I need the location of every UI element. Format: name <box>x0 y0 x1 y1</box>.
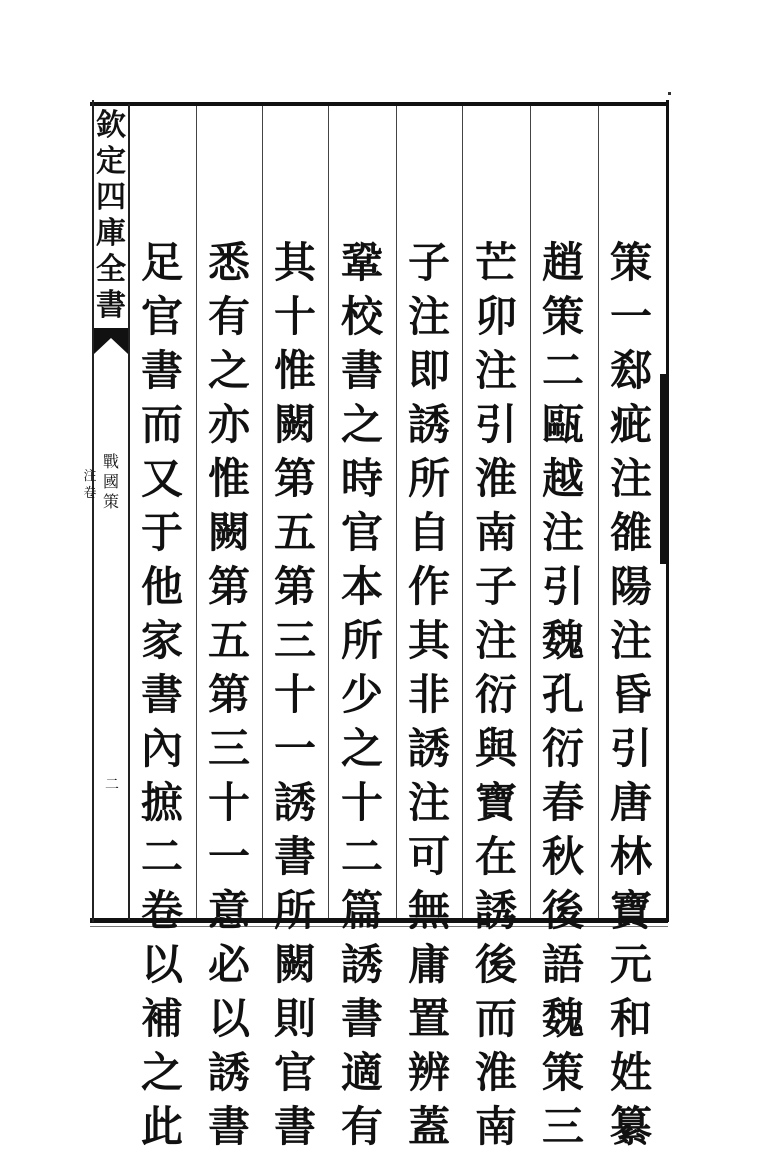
text-char: 五 <box>207 616 250 665</box>
text-char: 以 <box>207 994 250 1043</box>
column-rule <box>530 106 531 918</box>
text-char: 雒 <box>609 508 652 557</box>
text-char: 唐 <box>609 778 652 827</box>
text-char: 三 <box>207 724 250 773</box>
text-char: 陽 <box>609 562 652 611</box>
text-column <box>266 236 324 1151</box>
text-char: 意 <box>207 886 250 935</box>
text-char: 卯 <box>474 292 517 341</box>
text-char: 之 <box>207 346 250 395</box>
text-char: 可 <box>407 832 450 881</box>
text-char: 第 <box>273 562 316 611</box>
text-char: 內 <box>140 724 183 773</box>
text-char: 衍 <box>474 670 517 719</box>
text-char: 第 <box>207 670 250 719</box>
text-char: 官 <box>273 1048 316 1097</box>
text-char: 衍 <box>541 724 584 773</box>
fishtail-mark-icon <box>94 328 128 354</box>
text-char: 語 <box>541 940 584 989</box>
text-char: 本 <box>340 562 383 611</box>
text-char: 以 <box>140 940 183 989</box>
text-char: 書 <box>340 346 383 395</box>
text-char: 魏 <box>541 616 584 665</box>
text-char: 秋 <box>541 832 584 881</box>
sub-label-char: 注 <box>83 469 97 484</box>
title-char: 庫 <box>96 216 126 251</box>
text-char: 與 <box>474 724 517 773</box>
text-char: 引 <box>541 562 584 611</box>
text-char: 誘 <box>340 940 383 989</box>
text-char: 必 <box>207 940 250 989</box>
text-char: 甌 <box>541 400 584 449</box>
text-char: 之 <box>140 1048 183 1097</box>
text-char: 足 <box>140 238 183 287</box>
title-char: 全 <box>96 252 126 287</box>
frame-top-border <box>90 102 668 106</box>
text-char: 寶 <box>609 886 652 935</box>
column-rule <box>328 106 329 918</box>
text-char: 書 <box>140 670 183 719</box>
text-char: 三 <box>273 616 316 665</box>
text-char: 亦 <box>207 400 250 449</box>
text-char: 誘 <box>474 886 517 935</box>
text-char: 引 <box>474 400 517 449</box>
text-char: 適 <box>340 1048 383 1097</box>
text-char: 辨 <box>407 1048 450 1097</box>
text-char: 庸 <box>407 940 450 989</box>
text-char: 悉 <box>207 238 250 287</box>
text-char: 十 <box>273 670 316 719</box>
text-char: 少 <box>340 670 383 719</box>
text-char: 則 <box>273 994 316 1043</box>
book-name-char: 戰 <box>102 452 119 471</box>
text-char: 趙 <box>541 238 584 287</box>
text-char: 注 <box>474 346 517 395</box>
text-char: 而 <box>140 400 183 449</box>
text-char: 注 <box>609 616 652 665</box>
column-rule <box>462 106 463 918</box>
text-char: 闕 <box>207 508 250 557</box>
text-char: 闕 <box>273 400 316 449</box>
text-char: 無 <box>407 886 450 935</box>
column-rule <box>598 106 599 918</box>
text-char: 一 <box>609 292 652 341</box>
text-char: 時 <box>340 454 383 503</box>
text-char: 十 <box>340 778 383 827</box>
text-char: 此 <box>140 1102 183 1151</box>
text-char: 書 <box>273 1102 316 1151</box>
text-char: 注 <box>407 292 450 341</box>
text-char: 有 <box>207 292 250 341</box>
text-char: 鞏 <box>340 238 383 287</box>
text-char: 書 <box>140 346 183 395</box>
text-char: 策 <box>541 1048 584 1097</box>
text-char: 補 <box>140 994 183 1043</box>
text-char: 淮 <box>474 1048 517 1097</box>
text-char: 芒 <box>474 238 517 287</box>
text-char: 誘 <box>407 400 450 449</box>
text-char: 又 <box>140 454 183 503</box>
text-char: 孔 <box>541 670 584 719</box>
text-char: 卷 <box>140 886 183 935</box>
text-column <box>133 236 191 1151</box>
text-char: 魏 <box>541 994 584 1043</box>
text-char: 十 <box>207 778 250 827</box>
text-char: 纂 <box>609 1102 652 1151</box>
text-char: 非 <box>407 670 450 719</box>
text-char: 即 <box>407 346 450 395</box>
text-char: 第 <box>273 454 316 503</box>
margin-sub-label <box>82 468 98 502</box>
text-char: 于 <box>140 508 183 557</box>
text-char: 南 <box>474 508 517 557</box>
text-char: 注 <box>541 508 584 557</box>
column-rule <box>196 106 197 918</box>
text-char: 一 <box>273 724 316 773</box>
text-column <box>534 236 592 1151</box>
text-char: 後 <box>541 886 584 935</box>
text-char: 書 <box>340 994 383 1043</box>
text-char: 置 <box>407 994 450 1043</box>
text-char: 其 <box>407 616 450 665</box>
text-char: 注 <box>474 616 517 665</box>
text-char: 策 <box>541 292 584 341</box>
text-char: 摭 <box>140 778 183 827</box>
text-char: 昏 <box>609 670 652 719</box>
text-char: 之 <box>340 400 383 449</box>
title-char: 欽 <box>96 108 126 143</box>
text-char: 校 <box>340 292 383 341</box>
text-char: 子 <box>407 238 450 287</box>
text-char: 注 <box>609 454 652 503</box>
text-char: 子 <box>474 562 517 611</box>
text-char: 他 <box>140 562 183 611</box>
book-name-char: 策 <box>102 492 119 511</box>
text-char: 二 <box>340 832 383 881</box>
text-char: 而 <box>474 994 517 1043</box>
text-char: 十 <box>273 292 316 341</box>
book-series-title <box>93 108 129 324</box>
ink-speck <box>668 92 671 95</box>
text-char: 越 <box>541 454 584 503</box>
book-name-char: 國 <box>102 472 119 491</box>
text-char: 在 <box>474 832 517 881</box>
text-char: 一 <box>207 832 250 881</box>
text-char: 淮 <box>474 454 517 503</box>
text-char: 其 <box>273 238 316 287</box>
text-char: 五 <box>273 508 316 557</box>
text-column <box>602 236 660 1151</box>
text-column <box>333 236 391 1151</box>
title-char: 定 <box>96 144 126 179</box>
text-column <box>467 236 525 1151</box>
text-char: 官 <box>340 508 383 557</box>
text-char: 策 <box>609 238 652 287</box>
text-char: 之 <box>340 724 383 773</box>
text-char: 姓 <box>609 1048 652 1097</box>
margin-bar-mark <box>660 374 667 564</box>
text-char: 所 <box>273 886 316 935</box>
folio-number: 二 <box>105 777 119 793</box>
column-rule <box>396 106 397 918</box>
text-char: 闕 <box>273 940 316 989</box>
text-char: 家 <box>140 616 183 665</box>
text-char: 引 <box>609 724 652 773</box>
text-char: 篇 <box>340 886 383 935</box>
text-char: 林 <box>609 832 652 881</box>
text-char: 蓋 <box>407 1102 450 1151</box>
text-char: 作 <box>407 562 450 611</box>
text-char: 三 <box>541 1102 584 1151</box>
text-column <box>200 236 258 1151</box>
text-char: 二 <box>541 346 584 395</box>
text-char: 誘 <box>207 1048 250 1097</box>
text-char: 寶 <box>474 778 517 827</box>
text-column <box>400 236 458 1151</box>
margin-book-name <box>96 452 126 512</box>
text-char: 有 <box>340 1102 383 1151</box>
text-char: 書 <box>207 1102 250 1151</box>
text-char: 二 <box>140 832 183 881</box>
text-char: 所 <box>407 454 450 503</box>
title-char: 四 <box>96 180 126 215</box>
title-char: 書 <box>96 288 126 323</box>
sub-label-char: 卷 <box>83 486 97 501</box>
text-char: 惟 <box>273 346 316 395</box>
text-char: 郄 <box>609 346 652 395</box>
text-char: 誘 <box>273 778 316 827</box>
text-char: 春 <box>541 778 584 827</box>
text-char: 惟 <box>207 454 250 503</box>
text-char: 注 <box>407 778 450 827</box>
text-char: 第 <box>207 562 250 611</box>
text-char: 誘 <box>407 724 450 773</box>
column-rule <box>262 106 263 918</box>
text-char: 和 <box>609 994 652 1043</box>
text-char: 疵 <box>609 400 652 449</box>
text-char: 元 <box>609 940 652 989</box>
text-char: 後 <box>474 940 517 989</box>
text-char: 自 <box>407 508 450 557</box>
text-char: 南 <box>474 1102 517 1151</box>
text-char: 書 <box>273 832 316 881</box>
text-char: 所 <box>340 616 383 665</box>
text-char: 官 <box>140 292 183 341</box>
